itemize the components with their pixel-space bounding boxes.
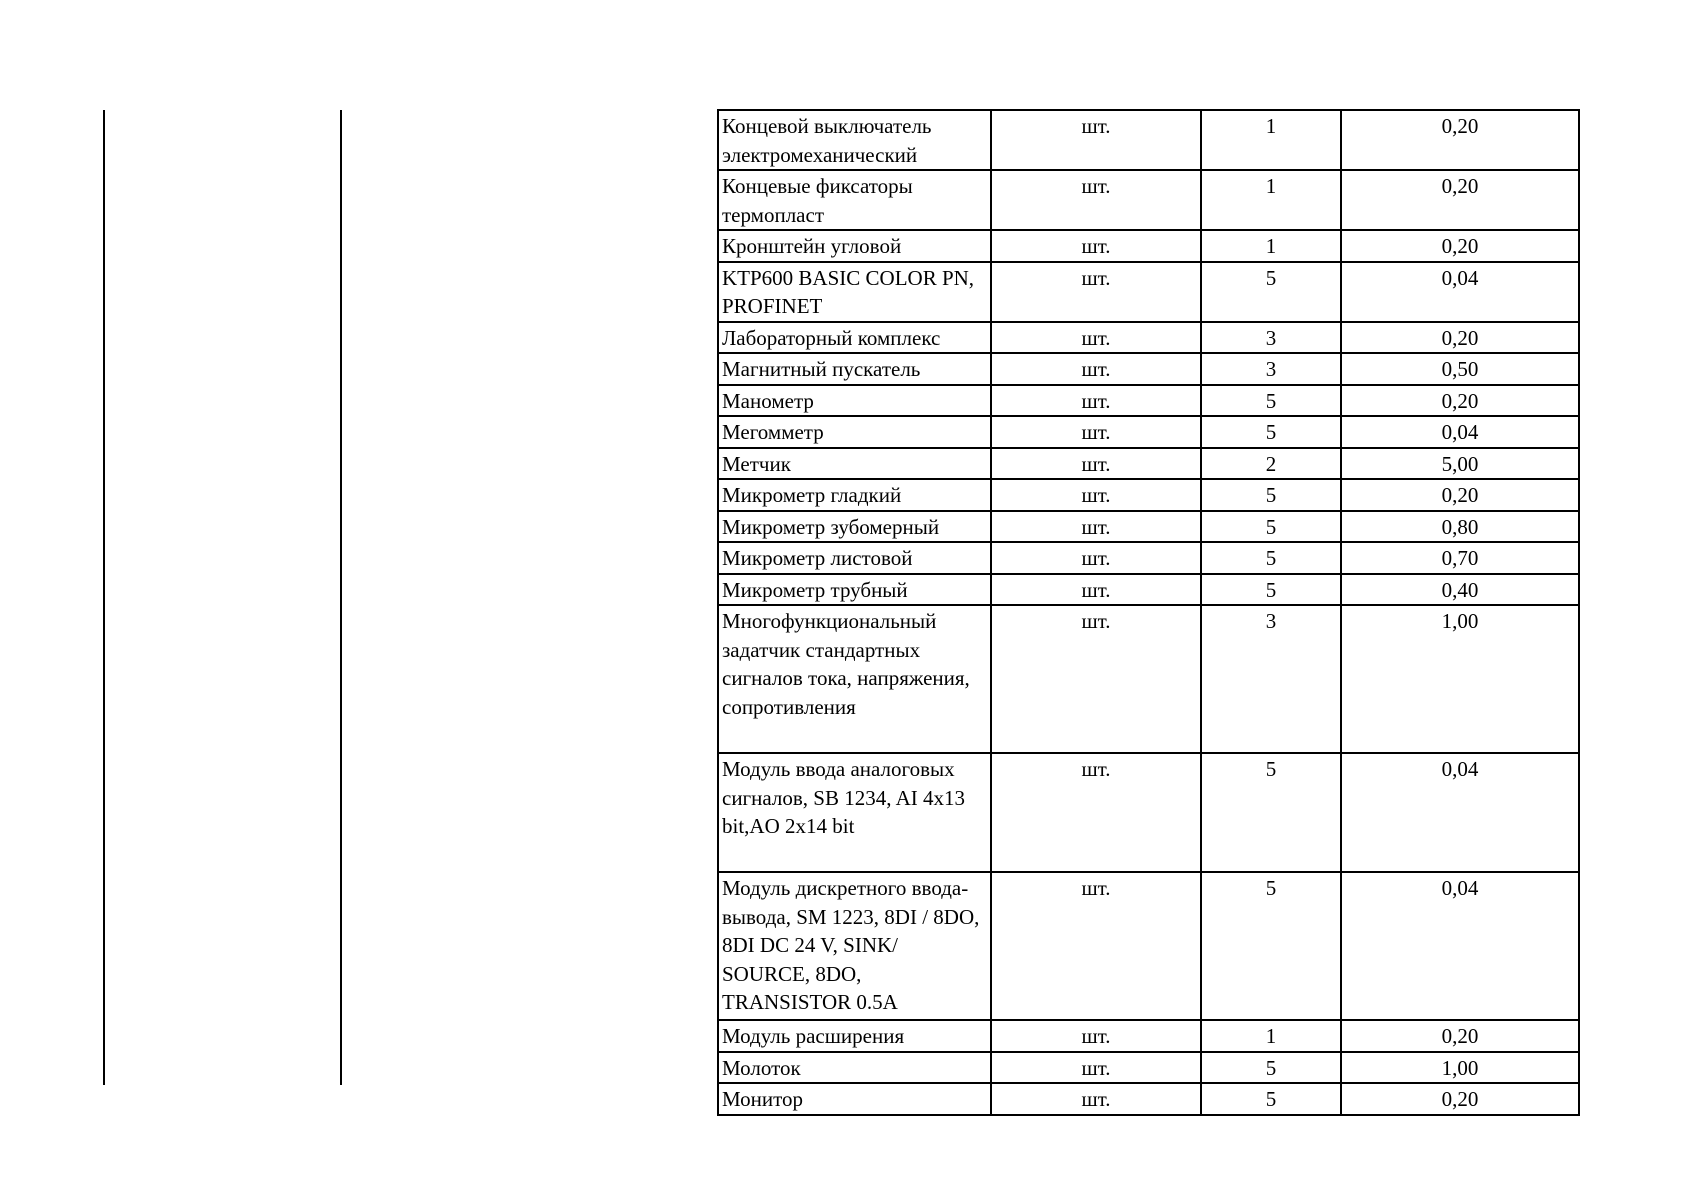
item-name: Магнитный пускатель [718,353,991,385]
item-quantity: 1 [1201,110,1341,170]
item-name: Мегомметр [718,416,991,448]
item-unit: шт. [991,353,1201,385]
item-name: Лабораторный комплекс [718,322,991,354]
item-value: 0,20 [1341,322,1579,354]
item-value: 0,20 [1341,479,1579,511]
item-quantity: 5 [1201,262,1341,322]
table-row [718,448,1579,480]
item-quantity: 3 [1201,322,1341,354]
table-row [718,1052,1579,1084]
item-unit: шт. [991,542,1201,574]
item-quantity: 3 [1201,353,1341,385]
table-row [718,511,1579,543]
table-row [718,416,1579,448]
table-row [718,605,1579,753]
item-unit: шт. [991,110,1201,170]
column-divider-rule [340,110,342,1085]
item-name: Монитор [718,1083,991,1115]
item-value: 0,04 [1341,262,1579,322]
item-unit: шт. [991,262,1201,322]
item-value: 0,20 [1341,110,1579,170]
item-quantity: 5 [1201,385,1341,417]
item-unit: шт. [991,605,1201,753]
item-unit: шт. [991,753,1201,872]
item-quantity: 5 [1201,872,1341,1020]
table-row [718,574,1579,606]
item-quantity: 2 [1201,448,1341,480]
table-row [718,353,1579,385]
left-margin-rule [103,110,105,1085]
item-name: Микрометр листовой [718,542,991,574]
item-unit: шт. [991,511,1201,543]
item-quantity: 1 [1201,230,1341,262]
item-name: Молоток [718,1052,991,1084]
item-quantity: 5 [1201,753,1341,872]
item-name: Концевые фиксаторы термопласт [718,170,991,230]
item-quantity: 5 [1201,479,1341,511]
table-row [718,1083,1579,1115]
item-unit: шт. [991,170,1201,230]
item-name: Модуль расширения [718,1020,991,1052]
item-name: Метчик [718,448,991,480]
item-name: KTP600 BASIC COLOR PN, PROFINET [718,262,991,322]
table-row [718,170,1579,230]
item-name: Манометр [718,385,991,417]
item-unit: шт. [991,322,1201,354]
item-unit: шт. [991,1020,1201,1052]
table-row [718,262,1579,322]
item-unit: шт. [991,385,1201,417]
table-row [718,385,1579,417]
item-name: Концевой выключатель электромеханический [718,110,991,170]
item-unit: шт. [991,1083,1201,1115]
item-quantity: 5 [1201,511,1341,543]
item-quantity: 5 [1201,574,1341,606]
item-value: 1,00 [1341,605,1579,753]
item-quantity: 3 [1201,605,1341,753]
item-unit: шт. [991,574,1201,606]
item-value: 0,70 [1341,542,1579,574]
equipment-table [717,109,1580,1116]
table-row [718,322,1579,354]
table-row [718,872,1579,1020]
item-name: Модуль ввода аналоговых сигналов, SB 1234, AI 4x13 bit,AO 2x14 bit [718,753,991,872]
item-value: 0,20 [1341,385,1579,417]
table-row [718,753,1579,872]
item-name: Микрометр гладкий [718,479,991,511]
item-value: 0,80 [1341,511,1579,543]
table-row [718,479,1579,511]
item-unit: шт. [991,479,1201,511]
item-value: 0,04 [1341,416,1579,448]
item-unit: шт. [991,416,1201,448]
item-value: 5,00 [1341,448,1579,480]
item-unit: шт. [991,872,1201,1020]
item-quantity: 5 [1201,1052,1341,1084]
item-value: 0,20 [1341,1083,1579,1115]
table-row [718,1020,1579,1052]
table-row [718,110,1579,170]
item-value: 1,00 [1341,1052,1579,1084]
item-value: 0,04 [1341,872,1579,1020]
item-quantity: 5 [1201,416,1341,448]
item-unit: шт. [991,448,1201,480]
item-unit: шт. [991,230,1201,262]
item-quantity: 1 [1201,170,1341,230]
item-name: Микрометр зубомерный [718,511,991,543]
table-row [718,542,1579,574]
item-unit: шт. [991,1052,1201,1084]
item-value: 0,20 [1341,230,1579,262]
item-value: 0,04 [1341,753,1579,872]
item-quantity: 5 [1201,1083,1341,1115]
item-name: Микрометр трубный [718,574,991,606]
item-value: 0,40 [1341,574,1579,606]
item-quantity: 5 [1201,542,1341,574]
item-name: Модуль дискретного ввода-вывода, SM 1223, 8DI / 8DO, 8DI DC 24 V, SINK/ SOURCE, 8DO, TRANSISTOR 0.5A [718,872,991,1020]
item-name: Многофункциональный задатчик стандартных сигналов тока, напряжения, сопротивления [718,605,991,753]
table-row [718,230,1579,262]
item-quantity: 1 [1201,1020,1341,1052]
item-value: 0,50 [1341,353,1579,385]
item-value: 0,20 [1341,1020,1579,1052]
item-value: 0,20 [1341,170,1579,230]
item-name: Кронштейн угловой [718,230,991,262]
